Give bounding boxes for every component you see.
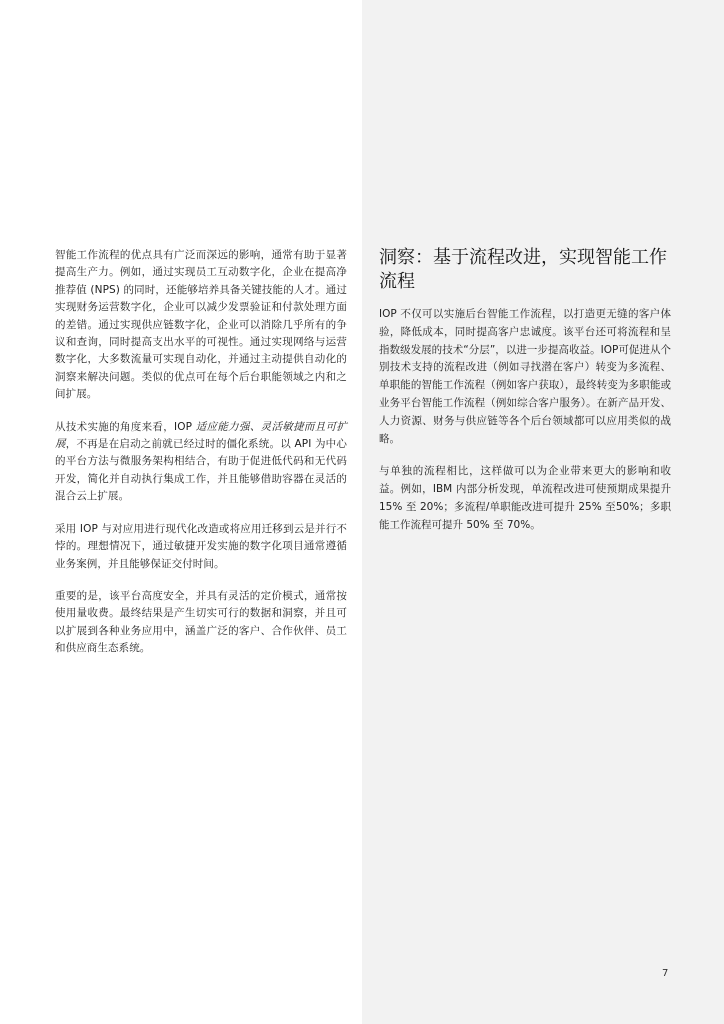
left-paragraph-3: 采用 IOP 与对应用进行现代化改造或将应用迁移到云是并行不悖的。理想情况下，通过敏捷开发实施的数字化项目通常遵循业务案例，并且能够保证交付时间。 [55,522,347,570]
left-paragraph-2 [55,419,347,506]
left-paragraph-4: 重要的是，该平台高度安全，并具有灵活的定价模式，通常按使用量收费。最终结果是产生切实可行的数据和洞察，并且可以扩展到各种业务应用中，涵盖广泛的客户、合作伙伴、员工和供应商生态系统。 [55,589,347,655]
left-paragraph-2-italic: 适应能力强、灵活敏捷而且可扩展 [55,420,347,451]
right-paragraph-2: 与单独的流程相比，这样做可以为企业带来更大的影响和收益。例如，IBM 内部分析发现，单流程改进可使预期成果提升 15% 至 20%；多流程/单职能改进可提升 25% 至50%；多职能工作流程可提升 50% 至 70%。 [379,465,671,531]
left-paragraph-2-prefix: 从技术实施的角度来看，IOP [55,420,196,433]
left-paragraph-2-suffix: ，不再是在启动之前就已经过时的僵化系统。以 API 为中心的平台方法与微服务架构相结合，有助于促进低代码和无代码开发，简化并自动执行集成工作，并且能够借助容器在灵活的混合云上扩展。 [55,438,347,503]
left-paragraph-1: 智能工作流程的优点具有广泛而深远的影响，通常有助于显著提高生产力。例如，通过实现员工互动数字化，企业在提高净推荐值 (NPS) 的同时，还能够培养具备关键技能的人才。通过实现财务运营数字化，企业可以减少发票验证和付款处理方面的差错。通过实现供应链数字化，企业可以消除几乎所有的争议和查询，同时提高支出水平的可视性。通过实现网络与运营数字化，大多数流量可实现自动化，并通过主动提供自动化的洞察来解决问题。类似的优点可在每个后台职能领域之内和之间扩展。 [55,249,347,401]
right-column [379,246,671,550]
left-column [55,247,347,673]
page-number: 7 [662,968,669,979]
insight-heading: 洞察：基于流程改进，实现智能工作流程 [379,247,667,292]
right-paragraph-1: IOP 不仅可以实施后台智能工作流程，以打造更无缝的客户体验，降低成本，同时提高客户忠诚度。该平台还可将流程和呈指数级发展的技术“分层”，以进一步提高收益。IOP可促进从个别技术支持的流程改进（例如寻找潜在客户）转变为多流程、单职能的智能工作流程（例如客户获取），最终转变为多职能或业务平台智能工作流程（例如综合客户服务）。在新产品开发、人力资源、财务与供应链等各个后台领域都可以应用类似的战略。 [379,308,671,445]
